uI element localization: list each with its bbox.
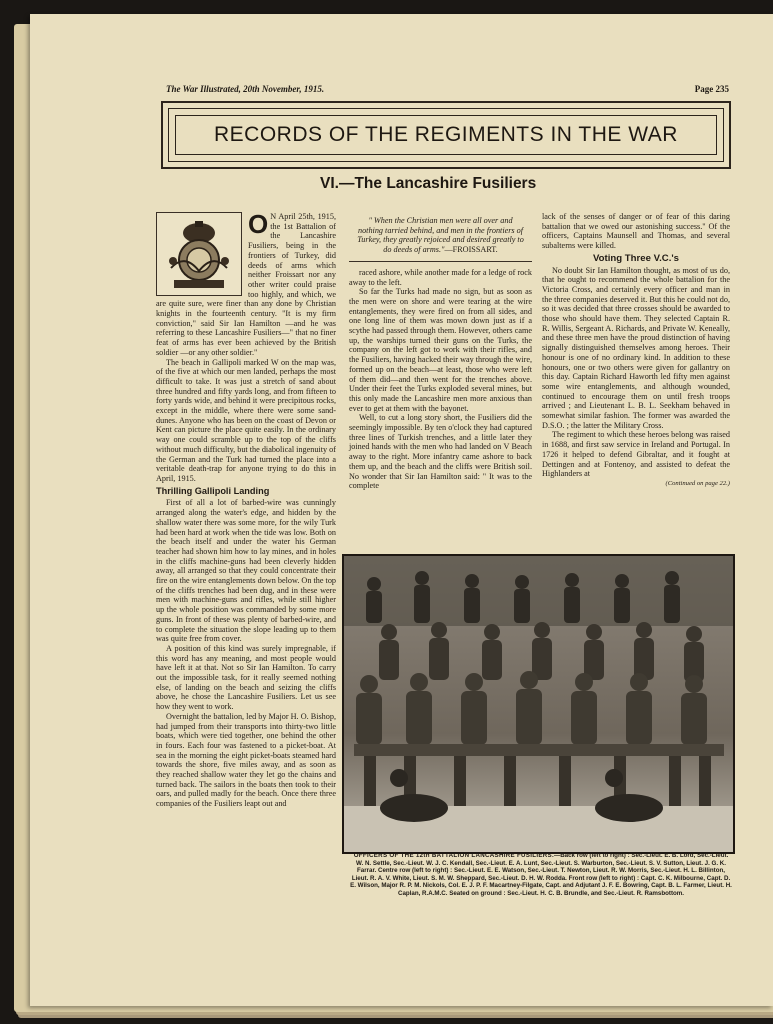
group-photograph xyxy=(342,554,735,854)
column-1 xyxy=(156,209,337,809)
paragraph: So far the Turks had made no sign, but as soon as the men were on shore and were tearing at the wire entanglements, they were fired on from all sides, and one long line of them was mown down just as if a scythe had passed through them. However, others came up, the warships turned their guns on the Turks, the company on the left got to work with their rifles, and the Fusiliers, having hacked their way through the wire, formed up on the beach—at least, those who were left of them did—and then went for the trenches above. Under their feet the Turks exploded several mines, but this only made the Lancashire men more anxious than ever to get at them with the bayonet. xyxy=(349,287,532,413)
running-header xyxy=(166,84,729,94)
paragraph: Well, to cut a long story short, the Fusiliers did the seemingly impossible. By ten o'clock they had captured three lines of Turkish trenches, and a little later they joined hands with the men who had landed on V Beach away to the right. More infantry came ashore to back them up, and the beach and the cliffs were British soil. No wonder that Sir Ian Hamilton said: " It was to the complete xyxy=(349,413,532,491)
paragraph: N April 25th, 1915, the 1st Battalion of the Lancashire Fusiliers, being in the frontiers of Turkey, did deeds of arms which neither Froissart nor any other writer could praise too highly, and which, we are quite sure, were finer than any done by Christian knights in the fourteenth century. "It is my firm conviction," said Sir Ian Hamilton —and he was referring to these Lancashire Fusiliers—" that no finer feat of arms has ever been achieved by the British soldier —or any other soldier." xyxy=(156,212,336,357)
paragraph: A position of this kind was surely impregnable, if this word has any meaning, and most people would have left it at that. Not so Sir Ian Hamilton. To carry out the impossible task, for it really seemed nothing else, of landing on the beach and seizing the cliffs above, he chose the Lancashire Fusiliers. Let us see how they went to work. xyxy=(156,643,336,712)
caption-lead: OFFICERS OF THE 12th BATTALION LANCASHIRE FUSILIERS. xyxy=(353,852,554,859)
column-3 xyxy=(542,212,730,489)
caption-text: —Back row (left to right) : Sec.-Lieut. E. B. Lord, Sec.-Lieut. W. N. Settle, Sec.-Lieut. W. J. C. Kendall, Sec.-Lieut. E. A. Lunt, Sec.-Lieut. S. Warburton, Sec.-Lieut. S. V. Sutton, Lieut. J. G. K. Farrar. Centre row (left to right) : Sec.-Lieut. E. E. Watson, Sec.-Lieut. T. Newton, Lieut. R. W. Morris, Sec.-Lieut. H. L. Billinton, Lieut. R. A. V. White, Lieut. S. M. W. Sheppard, Sec.-Lieut. D. H. W. Rodda. Front row (left to right) : Capt. C. K. Milbourne, Capt. D. E. Wilson, Major R. P. M. Nickols, Col. E. J. P. F. Macartney-Filgate, Capt. and Adjutant J. F. E. Bowring, Capt. B. L. Farmer, Lieut. H. Caplan, R.A.M.C. Seated on ground : Sec.-Lieut. H. C. B. Brundle, and Sec.-Lieut. R. Ramsbottom. xyxy=(350,852,732,897)
quote-text: " When the Christian men were all over and nothing tarried behind, and men in the frontiers of Turkey, they greatly rejoiced and desired greatly to do deeds of arms." xyxy=(357,216,524,255)
publication-line: The War Illustrated, 20th November, 1915. xyxy=(166,84,325,94)
paragraph: First of all a lot of barbed-wire was cunningly arranged along the water's edge, and hidden by the shallow water there was some more, for the wily Turk had been hard at work when the tide was low. Both on the beach itself and under the water his German teacher had shown him how to lay mines, and in holes in the cliffs machine-guns had been cleverly hidden away, all arranged so that they could concentrate their fire on the wire entanglements down below. On the top of the cliffs trenches had been dug, and in these were men with machine-guns and rifles, while still higher up the whole position was commanded by some more guns. In front of these was plenty of barbed-wire, and to complete the situation the slope leading up to them was quite free from cover. xyxy=(156,498,337,644)
froissart-quote xyxy=(349,212,532,262)
section-heading: Voting Three V.C.'s xyxy=(593,252,679,264)
magazine-page xyxy=(30,14,773,1006)
title-banner xyxy=(161,101,731,169)
article-subtitle: VI.—The Lancashire Fusiliers xyxy=(320,175,537,192)
paragraph: No doubt Sir Ian Hamilton thought, as most of us do, that he ought to recommend the whole battalion for the Victoria Cross, and certainly every officer and man in the three companies deserved it. But this he could not do, so it was decided that three crosses should be awarded to those who should have them. They selected Captain R. R. Willis, Sergeant A. Richards, and Private W. Keneally, and these three men have the proud distinction of having signally distinguished themselves among heroes. Their honour is one of no ordinary kind. In addition to these honours, one or two others were given for gallantry on this day. Captain Richard Haworth led fifty men against some wire entanglements, and although wounded, continued to encourage them on until fresh troops arrived ; and Lieutenant L. B. L. Seekham behaved in somewhat similar fashion. The former was awarded the D.S.O. ; the latter the Military Cross. xyxy=(542,265,730,430)
quote-source: —FROISSART. xyxy=(444,245,498,255)
continued-note: (Continued on page 22.) xyxy=(665,479,730,487)
paragraph: The regiment to which these heroes belong was raised in 1688, and first saw service in Ireland and Portugal. In 1726 it helped to defend Gibraltar, and it fought at Dettingen and at Fontenoy, and assisted to defeat the Highlanders at xyxy=(542,430,730,479)
regimental-badge-image xyxy=(156,212,242,296)
paragraph: Overnight the battalion, led by Major H. O. Bishop, had jumped from their transports into thirty-two little boats, which were tied together, one behind the other in fours. Each four was fastened to a picket-boat. At sea in the morning the eight picket-boats steamed hard towards the shore, five miles away, and as soon as they reached shallow water they let go the chains and turned back. The sailors in the boats then took to their oars, and pulled madly for the beach. Once there three companies of the Fusiliers leapt out and xyxy=(156,711,336,809)
section-heading: Thrilling Gallipoli Landing xyxy=(156,485,270,496)
paragraph: The beach in Gallipoli marked W on the map was, of the five at which our men landed, perhaps the most difficult to take. It was just a stretch of sand about three hundred and fifty yards long, and from fifteen to forty yards wide, and behind it were precipitous rocks, except in the middle, where there were some sand-dunes. Anyone who has been on the coast of Devon or Kent can picture the place quite easily. In the ordinary way one could scramble up to the top of the cliffs without much difficulty, but the diabolical ingenuity of the German and the Turk had turned the place into a veritable death-trap for anyone trying to do this in April, 1915. xyxy=(156,357,336,483)
photo-caption xyxy=(350,852,732,898)
column-2 xyxy=(349,212,532,491)
page-title: RECORDS OF THE REGIMENTS IN THE WAR xyxy=(175,115,717,155)
page-number: Page 235 xyxy=(694,84,729,94)
officers-photo-image xyxy=(344,556,733,852)
paragraph: lack of the senses of danger or of fear of this daring battalion that we owed our astonishing success." Of the officers, Captains Maunsell and Thomas, and several subalterns were killed. xyxy=(542,212,730,251)
paragraph: raced ashore, while another made for a ledge of rock away to the left. xyxy=(349,267,532,287)
drop-cap: O xyxy=(248,209,269,239)
